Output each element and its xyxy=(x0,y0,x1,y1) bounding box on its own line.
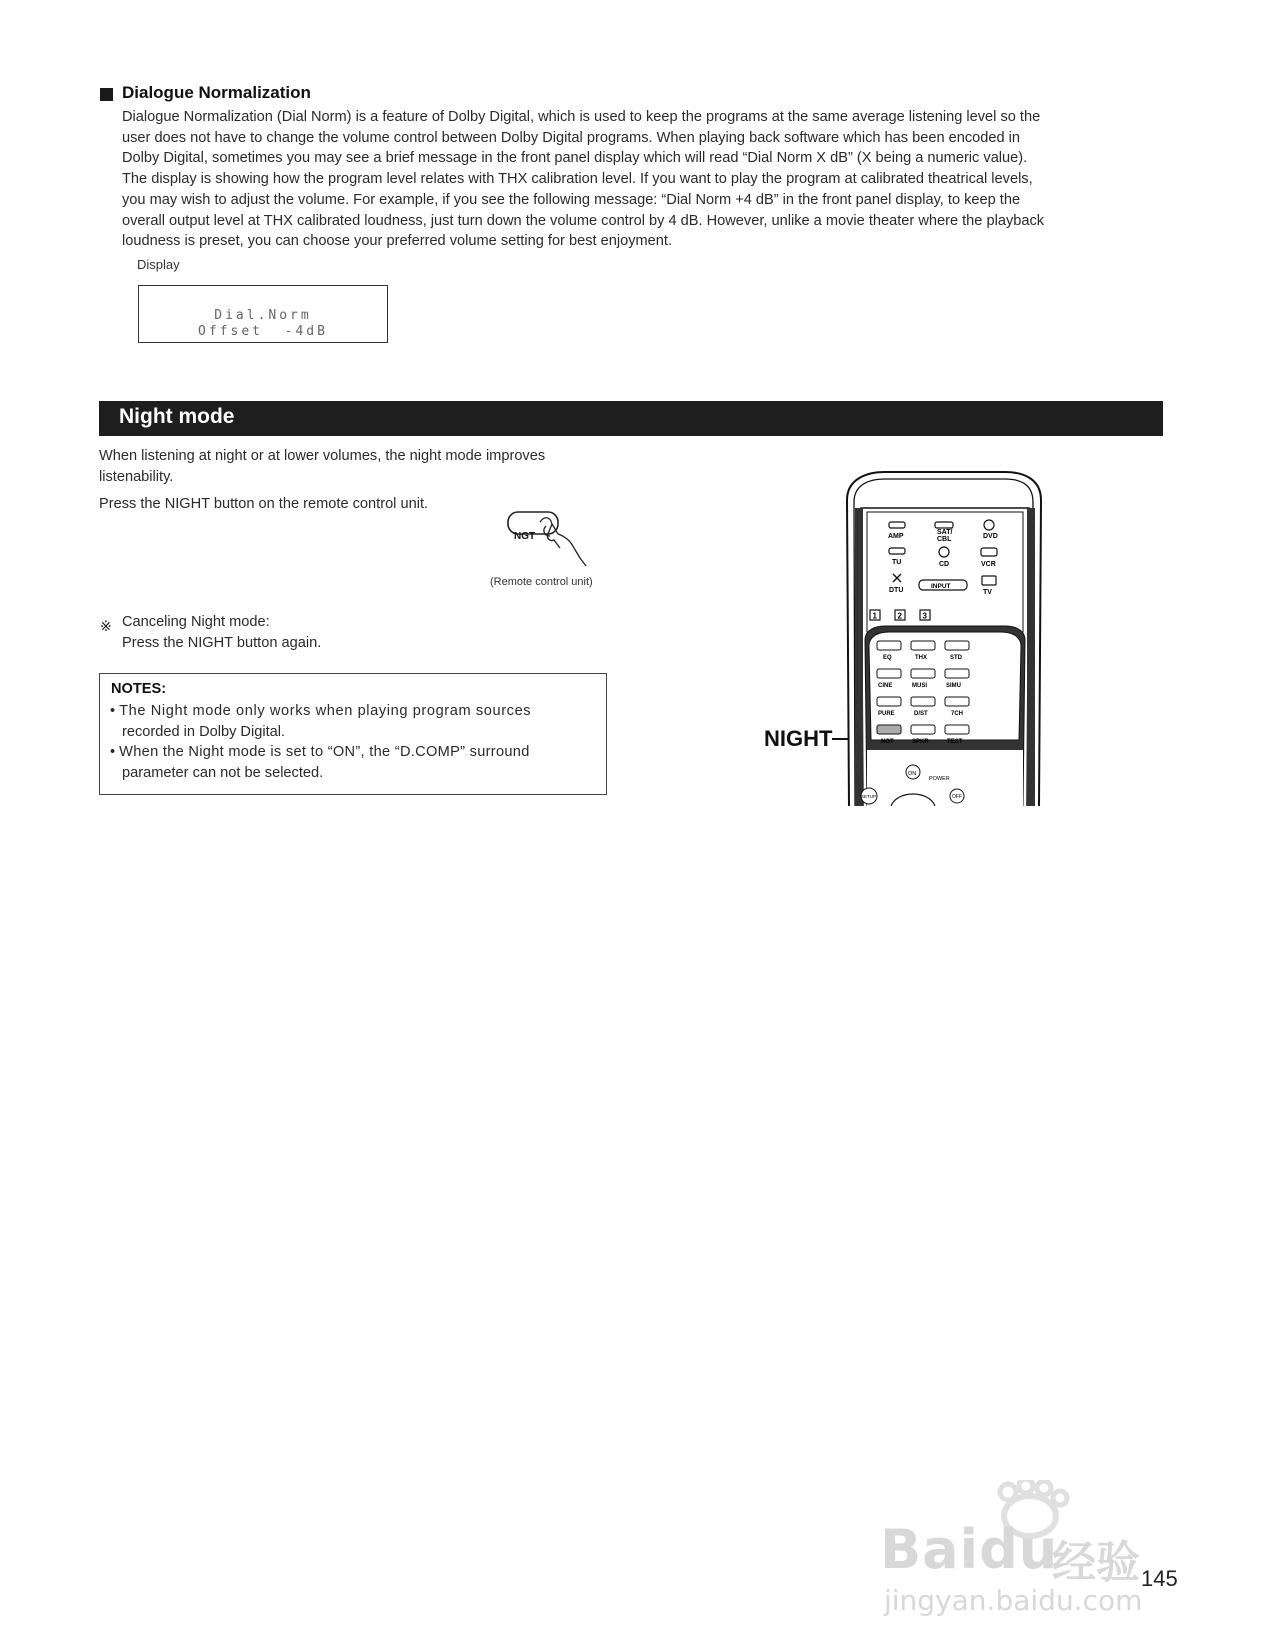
remote-label: ON xyxy=(908,771,917,777)
baidu-watermark xyxy=(880,1480,1180,1620)
remote-control-illustration xyxy=(845,470,1045,806)
display-line-1: Dial.Norm xyxy=(214,308,312,323)
tv-icon xyxy=(982,576,996,585)
ngt-highlighted-button xyxy=(877,725,901,734)
remote-label: CBL xyxy=(937,536,952,543)
remote-label: SIMU xyxy=(946,683,961,689)
cd-icon xyxy=(939,547,949,557)
cancel-text: Press the NIGHT button again. xyxy=(122,634,322,651)
remote-label: NGT xyxy=(881,739,894,745)
remote-label: 1 xyxy=(872,611,877,621)
vcr-icon xyxy=(981,548,997,556)
remote-label: STD xyxy=(950,655,962,661)
remote-label: SAT/ xyxy=(937,529,953,536)
note-line: recorded in Dolby Digital. xyxy=(122,723,286,740)
paragraph-line: you may wish to adjust the volume. For example, if you see the following message: “Dial Norm +4 dB” in the front panel display, to keep the xyxy=(122,191,1021,208)
page-number: 145 xyxy=(1141,1566,1178,1591)
note-line: parameter can not be selected. xyxy=(122,764,324,781)
reference-mark: ※ xyxy=(100,618,112,634)
dialogue-paragraph xyxy=(122,107,1167,252)
remote-label: OFF xyxy=(952,794,962,800)
remote-label: MUSI xyxy=(912,683,927,689)
amp-icon xyxy=(889,522,905,528)
remote-label: VCR xyxy=(981,561,996,568)
remote-label: POWER xyxy=(929,776,950,782)
remote-caption: (Remote control unit) xyxy=(490,576,593,588)
note-item xyxy=(110,742,595,783)
display-label: Display xyxy=(137,257,180,272)
remote-label: 7CH xyxy=(951,711,964,717)
note-line: When the Night mode is set to “ON”, the “D.COMP” surround xyxy=(119,744,530,760)
tu-icon xyxy=(889,548,905,554)
night-mode-banner xyxy=(99,401,1163,436)
remote-label: SETUP xyxy=(861,794,877,799)
note-line: The Night mode only works when playing program sources xyxy=(119,703,532,719)
cancel-title: Canceling Night mode: xyxy=(122,614,270,630)
bullet: • xyxy=(110,744,116,760)
remote-label: THX xyxy=(915,655,927,661)
remote-label: TV xyxy=(983,589,992,596)
remote-label: CINE xyxy=(878,683,893,689)
sat-cbl-icon xyxy=(935,522,953,528)
remote-label: TEST xyxy=(947,739,963,745)
section-heading-dialogue: Dialogue Normalization xyxy=(122,83,311,102)
note-item xyxy=(110,701,595,742)
remote-label: TU xyxy=(892,559,902,566)
remote-label: INPUT xyxy=(931,583,951,590)
paragraph-line: user does not have to change the volume control between Dolby Digital programs. When playing back software which has been encoded in xyxy=(122,129,1021,146)
night-callout-label: NIGHT xyxy=(764,726,833,751)
night-mode-title: Night mode xyxy=(119,405,235,428)
intro-line-1: When listening at night or at lower volumes, the night mode improves xyxy=(99,448,546,464)
remote-label: DTU xyxy=(889,587,904,594)
watermark-brand-cn: 经验 xyxy=(1052,1537,1140,1588)
watermark-url: jingyan.baidu.com xyxy=(884,1584,1143,1617)
remote-label: SPKR xyxy=(912,739,929,745)
remote-label: D/ST xyxy=(914,711,928,717)
remote-label: 2 xyxy=(897,611,902,621)
ngt-button-hand-illustration xyxy=(500,504,600,572)
intro-text xyxy=(99,446,545,487)
remote-label: EQ xyxy=(883,655,892,661)
display-line-2: Offset -4dB xyxy=(198,324,328,339)
paragraph-line: Dolby Digital, sometimes you may see a brief message in the front panel display which will read “Dial Norm X dB” (X being a numeric value). xyxy=(122,150,1028,167)
ngt-button-text: NGT xyxy=(514,531,536,542)
intro-line-2: listenability. xyxy=(99,468,174,485)
remote-label: PURE xyxy=(878,711,895,717)
paragraph-line: Dialogue Normalization (Dial Norm) is a feature of Dolby Digital, which is used to keep the programs at the same average listening level so the xyxy=(122,109,1041,125)
paragraph-line: The display is showing how the program level relates with THX calibration level. If you want to play the program at calibrated theatrical levels, xyxy=(122,171,1033,188)
number-buttons xyxy=(870,610,930,621)
dvd-icon xyxy=(984,520,994,530)
remote-label: DVD xyxy=(983,533,998,540)
paragraph-line: loudness is preset, you can choose your preferred volume setting for best enjoyment. xyxy=(122,233,672,250)
remote-label: CD xyxy=(939,561,950,568)
cancel-block xyxy=(122,612,321,653)
press-instruction: Press the NIGHT button on the remote control unit. xyxy=(99,496,429,512)
remote-label: 3 xyxy=(922,611,927,621)
paragraph-line: overall output level at THX calibrated loudness, just turn down the volume control by 4 dB. However, unlike a movie theater where the playback xyxy=(122,212,1045,229)
bullet: • xyxy=(110,703,116,719)
heading-square-icon xyxy=(100,88,113,101)
notes-title: NOTES: xyxy=(111,681,167,697)
remote-label: AMP xyxy=(888,533,904,540)
front-panel-display xyxy=(138,285,388,343)
watermark-brand: Baidu xyxy=(880,1518,1059,1581)
